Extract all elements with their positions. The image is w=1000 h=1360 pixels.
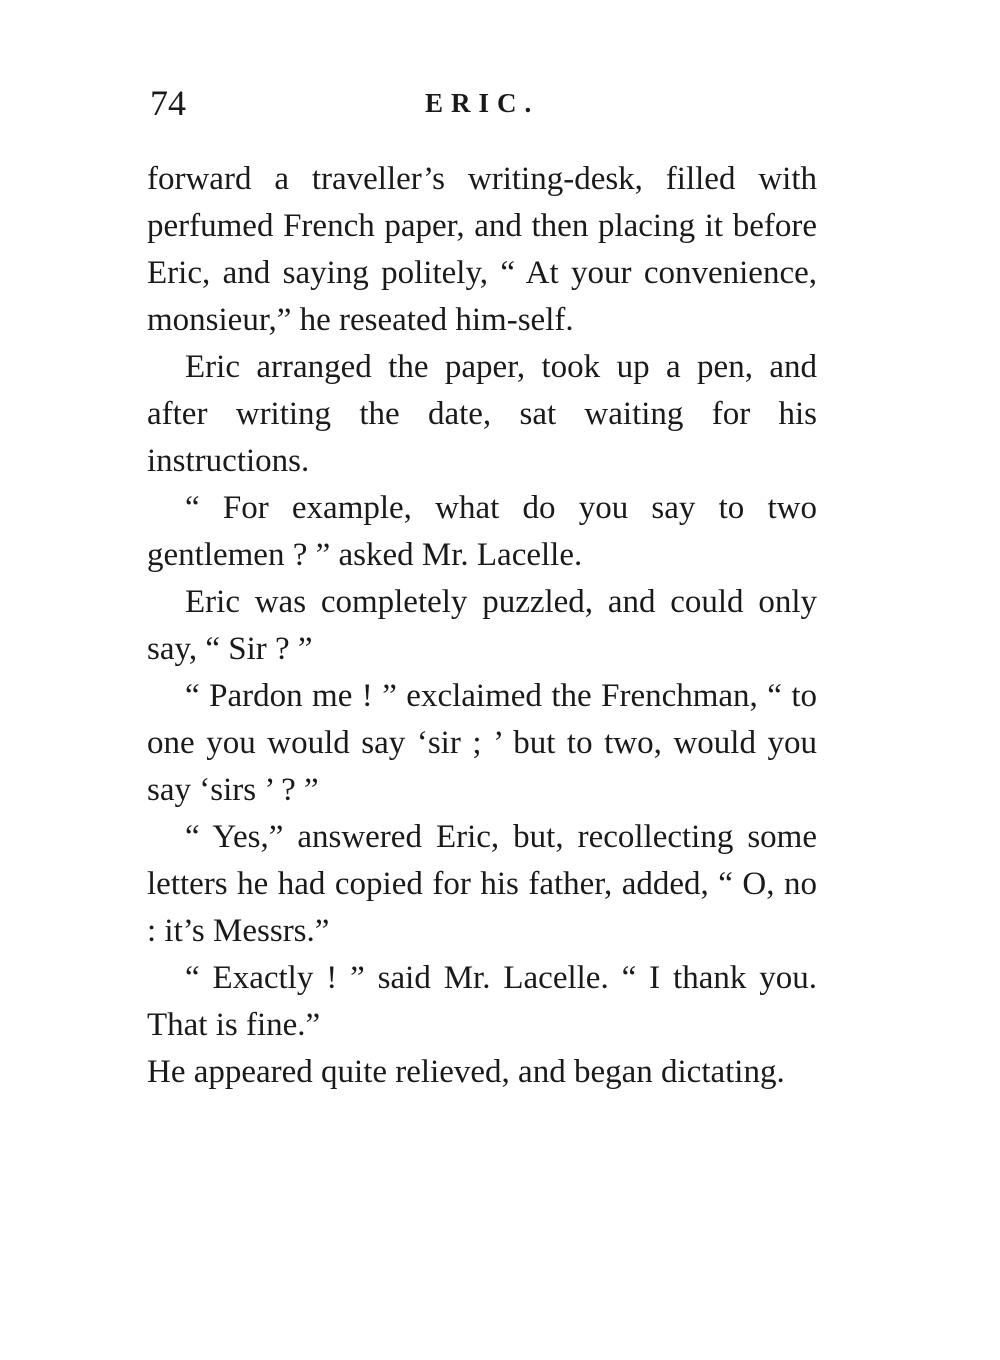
paragraph: He appeared quite relieved, and began dictating. (147, 1054, 785, 1090)
paragraph: Eric arranged the paper, took up a pen, and after writing the date, sat waiting for his instructions. (147, 349, 817, 479)
paragraph: forward a traveller’s writing-desk, filled with perfumed French paper, and then placing it before Eric, and saying politely, “ At your convenience, monsieur,” he reseated him-self. (147, 161, 817, 338)
paragraph: “ Exactly ! ” said Mr. Lacelle. “ I thank you. That is fine.” (147, 960, 817, 1043)
running-head (150, 78, 815, 128)
paragraph: “ Yes,” answered Eric, but, recollecting some letters he had copied for his father, added, “ O, no : it’s Messrs.” (147, 819, 817, 949)
paragraph: “ Pardon me ! ” exclaimed the Frenchman, “ to one you would say ‘sir ; ’ but to two, would you say ‘sirs ’ ? ” (147, 678, 817, 808)
paragraph: “ For example, what do you say to two gentlemen ? ” asked Mr. Lacelle. (147, 490, 817, 573)
paragraph: Eric was completely puzzled, and could only say, “ Sir ? ” (147, 584, 817, 667)
running-title: ERIC. (425, 88, 540, 118)
page-number: 74 (150, 83, 186, 123)
page-body (147, 156, 817, 1096)
